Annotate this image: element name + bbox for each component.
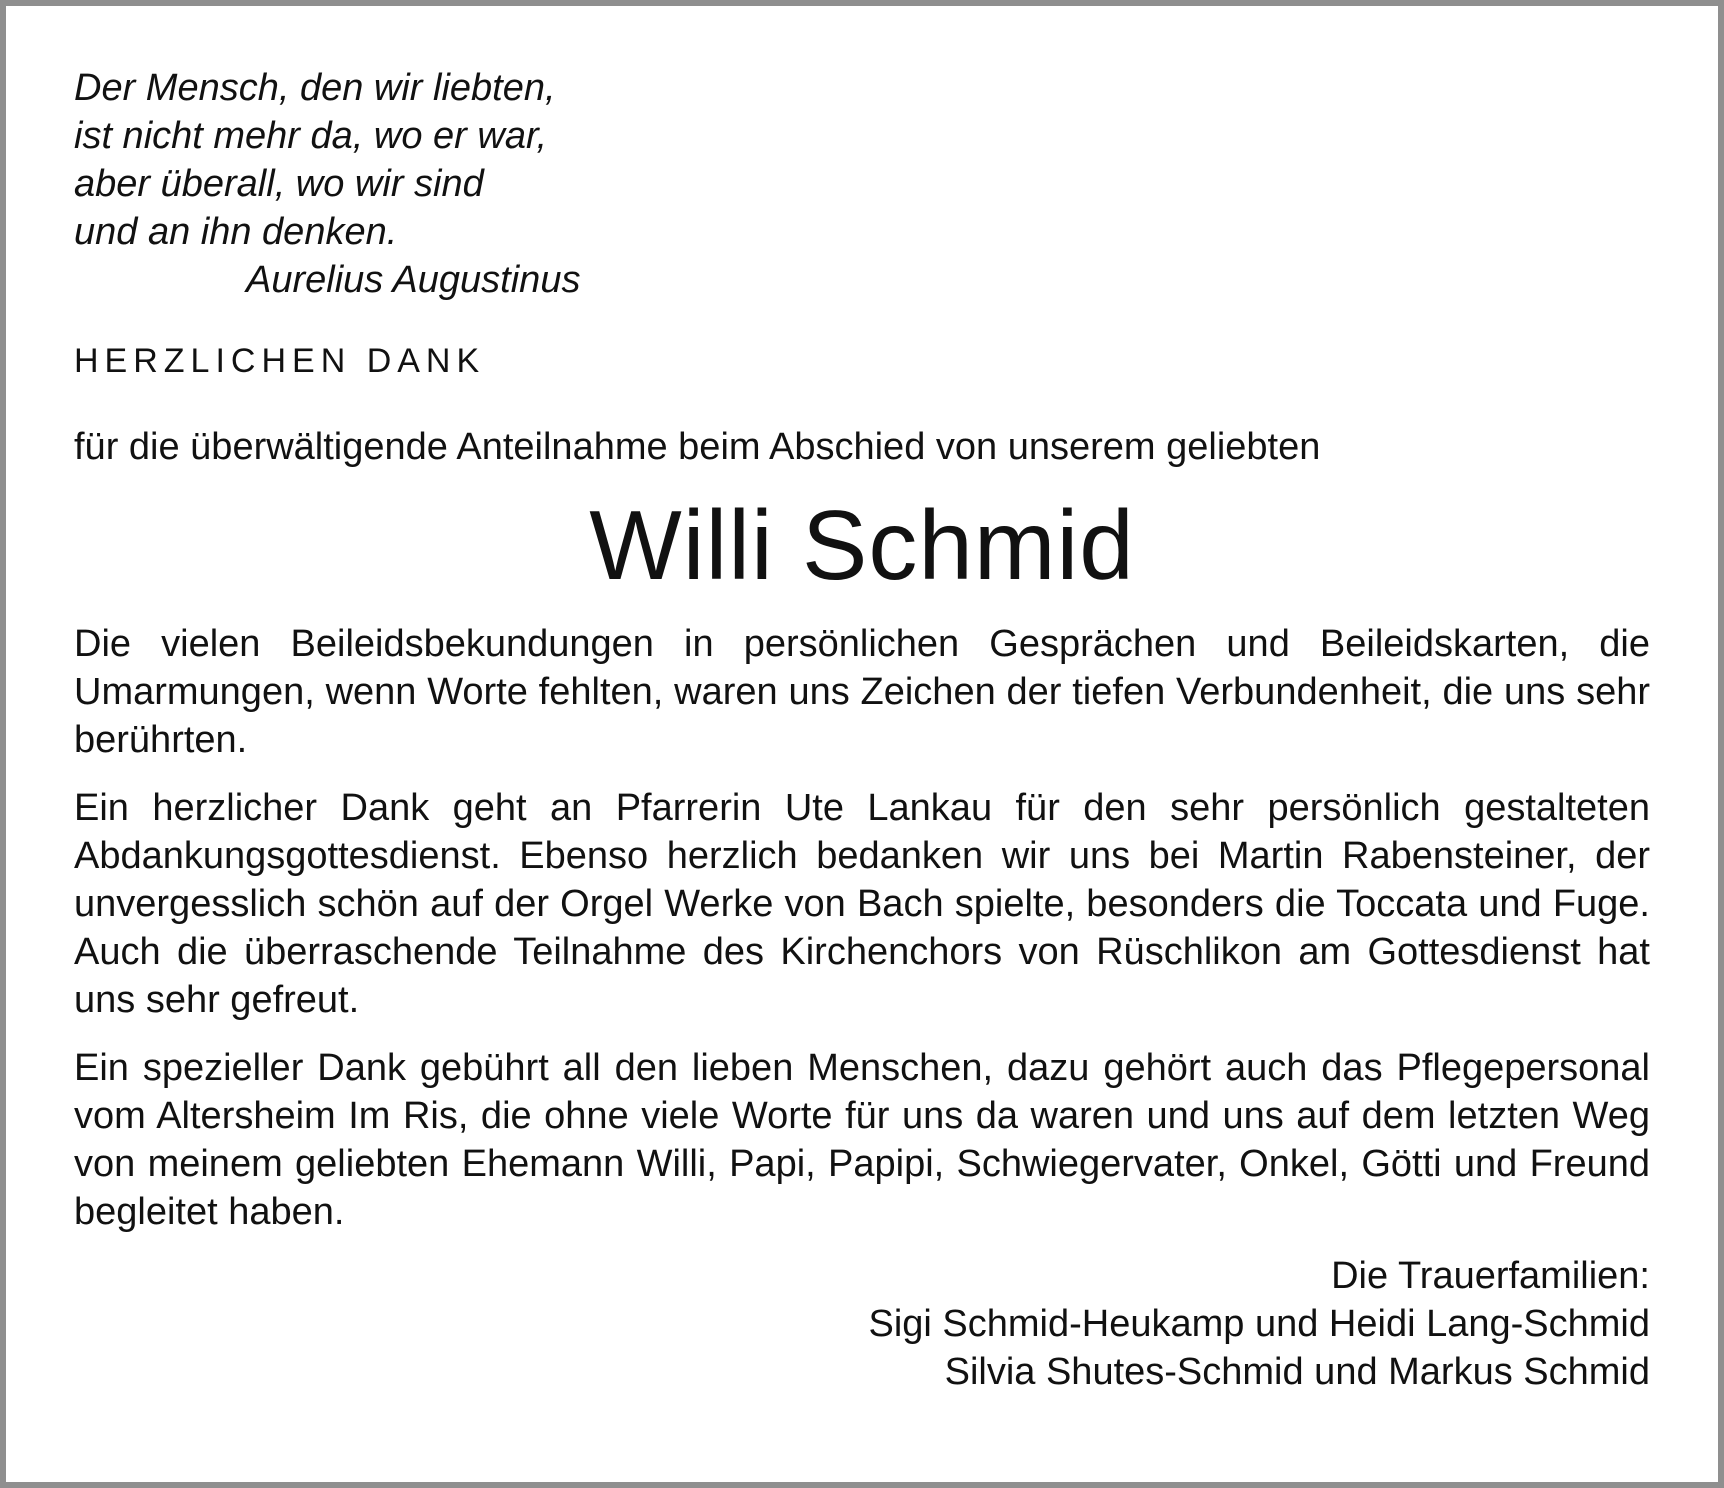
intro-text: für die überwältigende Anteilnahme beim Abschied von unserem geliebten [74,426,1321,468]
deceased-name: Willi Schmid [589,490,1135,600]
quote-line: Der Mensch, den wir liebten, [74,67,556,109]
quote-author: Aurelius Augustinus [246,259,581,301]
quote-line: und an ihn denken. [74,211,398,253]
quote-line: aber überall, wo wir sind [74,163,484,205]
paragraph-special-thanks: Ein spezieller Dank gebührt all den lieben Menschen, dazu gehört auch das Pflegepersonal vom Altersheim Im Ris, die ohne viele Worte für uns da waren und uns auf dem letzten Weg von meinem geliebten Ehemann Willi, Papi, Papipi, Schwiegervater, Onkel, Götti und Freund begleitet haben. [74,1047,1650,1233]
signature-line: Sigi Schmid-Heukamp und Heidi Lang-Schmid [868,1303,1650,1345]
signature-line: Die Trauerfamilien: [1331,1255,1650,1297]
quote-block [74,64,1650,304]
paragraph-service-thanks: Ein herzlicher Dank geht an Pfarrerin Ute Lankau für den sehr persönlich gestalteten Abdankungsgottesdienst. Ebenso herzlich bedanken wir uns bei Martin Rabensteiner, der unvergesslich schön auf der Orgel Werke von Bach spielte, besonders die Toccata und Fuge. Auch die überraschende Teilnahme des Kirchenchors von Rüschlikon am Gottesdienst hat uns sehr gefreut. [74,787,1650,1021]
notice-content [74,64,1650,1396]
paragraph-condolences: Die vielen Beileidsbekundungen in persönlichen Gesprächen und Beileidskarten, die Umarmungen, wenn Worte fehlten, waren uns Zeichen der tiefen Verbundenheit, die uns sehr berührten. [74,623,1650,761]
signature-block [74,1252,1650,1396]
thanks-heading: HERZLICHEN DANK [74,342,486,380]
signature-line: Silvia Shutes-Schmid und Markus Schmid [944,1351,1650,1393]
quote-line: ist nicht mehr da, wo er war, [74,115,548,157]
